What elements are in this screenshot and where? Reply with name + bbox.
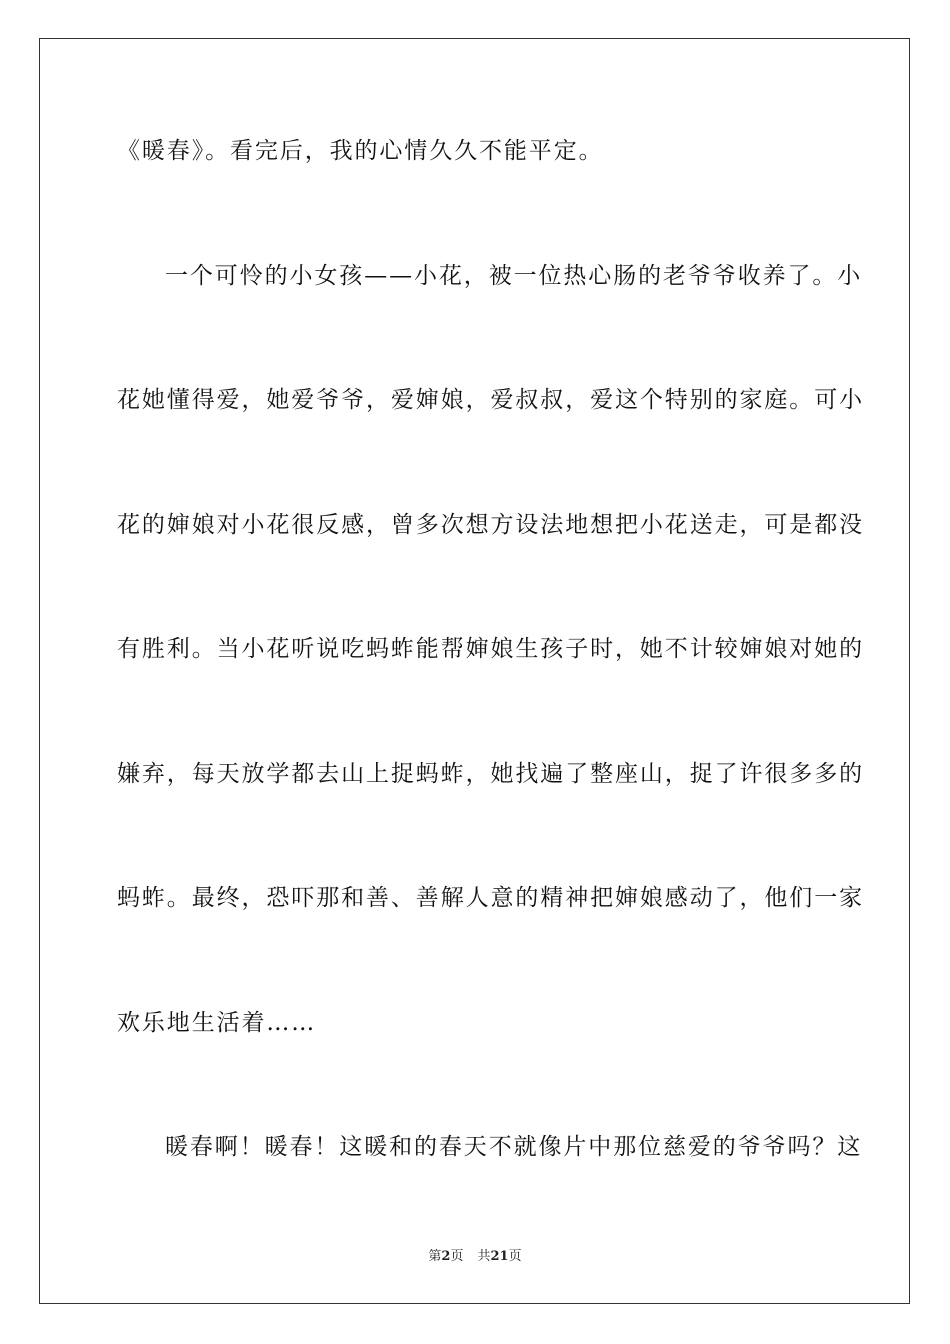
text-line-4: 花的婶娘对小花很反感，曾多次想方设法地想把小花送走，可是都没: [117, 512, 864, 538]
text-line-1: 《暖春》。看完后，我的心情久久不能平定。: [117, 138, 604, 164]
page-border: [39, 38, 910, 1304]
total-pages: 21: [490, 1249, 509, 1264]
total-label-prefix: 共: [477, 1249, 491, 1264]
page-footer: [0, 1248, 950, 1266]
page-label-suffix: 页: [450, 1249, 464, 1264]
text-line-6: 嫌弃，每天放学都去山上捉蚂蚱，她找遍了整座山，捉了许很多多的: [117, 761, 864, 787]
page-label-prefix: 第: [428, 1249, 442, 1264]
text-line-7: 蚂蚱。最终，恐吓那和善、善解人意的精神把婶娘感动了，他们一家: [117, 885, 864, 911]
total-label-suffix: 页: [508, 1249, 522, 1264]
text-line-8: 欢乐地生活着……: [117, 1010, 317, 1036]
text-line-5: 有胜利。当小花听说吃蚂蚱能帮婶娘生孩子时，她不计较婶娘对她的: [117, 636, 864, 662]
text-line-3: 花她懂得爱，她爱爷爷，爱婶娘，爱叔叔，爱这个特别的家庭。可小: [117, 387, 864, 413]
text-line-2: 一个可怜的小女孩——小花，被一位热心肠的老爷爷收养了。小: [165, 263, 863, 289]
page-number: 2: [441, 1249, 451, 1264]
text-line-9: 暖春啊！暖春！这暖和的春天不就像片中那位慈爱的爷爷吗？这: [165, 1134, 863, 1160]
